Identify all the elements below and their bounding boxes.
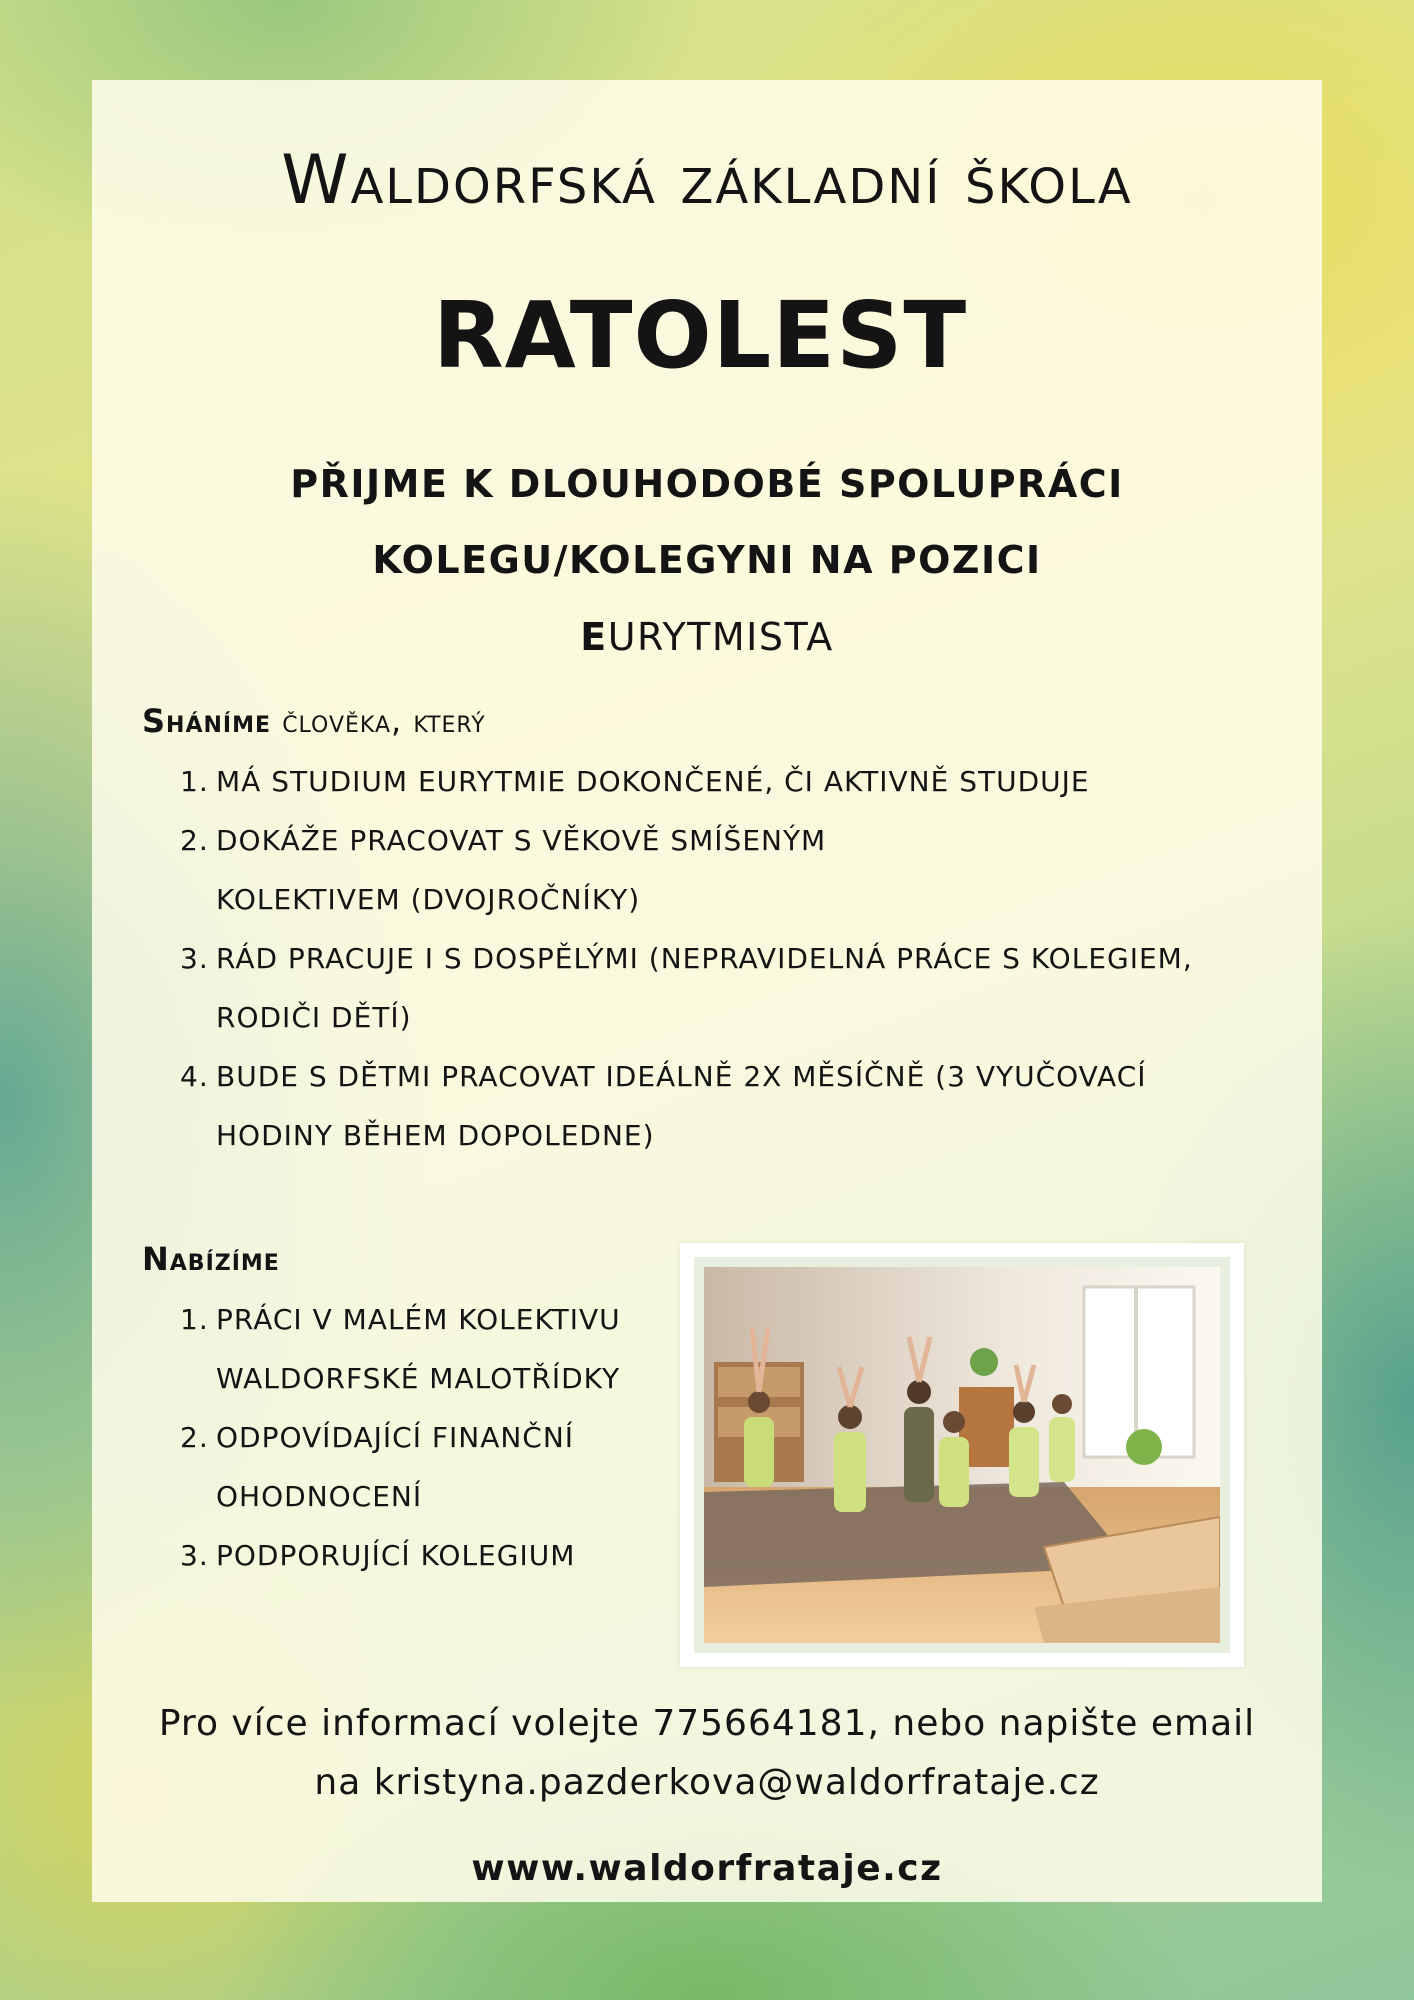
list-text: RÁD PRACUJE I S DOSPĚLÝMI (NEPRAVIDELNÁ PRÁCE S KOLEGIEM, RODIČI DĚTÍ) — [216, 942, 1193, 1034]
list-text: ODPOVÍDAJÍCÍ FINANČNÍ OHODNOCENÍ — [216, 1421, 575, 1513]
list-number: 3. — [180, 1539, 209, 1572]
school-name: Waldorfská základní škola — [281, 141, 1133, 220]
seeking-heading-rest: člověka, který — [282, 702, 486, 740]
position-title — [0, 615, 1414, 659]
seeking-heading — [142, 702, 486, 740]
list-number: 4. — [180, 1060, 209, 1093]
list-text: BUDE S DĚTMI PRACOVAT IDEÁLNĚ 2X MĚSÍČNĚ (3 VYUČOVACÍ HODINY BĚHEM DOPOLEDNE) — [216, 1060, 1147, 1152]
list-number: 2. — [180, 1421, 209, 1454]
list-number: 1. — [180, 765, 209, 798]
classroom-photo — [704, 1267, 1220, 1643]
offer-heading — [142, 1240, 280, 1278]
list-text: DOKÁŽE PRACOVAT S VĚKOVĚ SMÍŠENÝM KOLEKTIVEM (DVOJROČNÍKY) — [216, 824, 827, 916]
position-initial: E — [580, 615, 608, 659]
seeking-list — [142, 752, 1262, 1165]
list-text: MÁ STUDIUM EURYTMIE DOKONČENÉ, ČI AKTIVNĚ STUDUJE — [216, 765, 1090, 798]
position-rest: URYTMISTA — [607, 615, 834, 659]
website-link[interactable]: www.waldorfrataje.cz — [471, 1848, 943, 1889]
list-text: PODPORUJÍCÍ KOLEGIUM — [216, 1539, 576, 1572]
plant — [1126, 1429, 1162, 1465]
school-title: RATOLEST — [432, 282, 968, 389]
list-item — [142, 811, 1262, 929]
photo-frame — [680, 1243, 1244, 1667]
announcement-line-2: KOLEGU/KOLEGYNI NA POZICI — [372, 538, 1042, 582]
list-number: 3. — [180, 942, 209, 975]
offer-list — [142, 1290, 682, 1585]
seeking-heading-lead: Sháníme — [142, 702, 272, 740]
list-item — [142, 752, 1262, 811]
list-item — [142, 1408, 682, 1526]
plant — [970, 1348, 998, 1376]
list-item — [142, 929, 1262, 1047]
list-number: 1. — [180, 1303, 209, 1336]
list-number: 2. — [180, 824, 209, 857]
list-item — [142, 1047, 1262, 1165]
list-text: PRÁCI V MALÉM KOLEKTIVU WALDORFSKÉ MALOTŘÍDKY — [216, 1303, 621, 1395]
contact-line-2[interactable]: na kristyna.pazderkova@waldorfrataje.cz — [314, 1762, 1100, 1803]
list-item — [142, 1290, 682, 1408]
announcement-line-1: PŘIJME K DLOUHODOBÉ SPOLUPRÁCI — [290, 462, 1124, 506]
offer-heading-text: Nabízíme — [142, 1240, 280, 1278]
contact-line-1: Pro více informací volejte 775664181, nebo napište email — [158, 1703, 1256, 1744]
list-item — [142, 1526, 682, 1585]
photo-mat — [694, 1257, 1230, 1653]
